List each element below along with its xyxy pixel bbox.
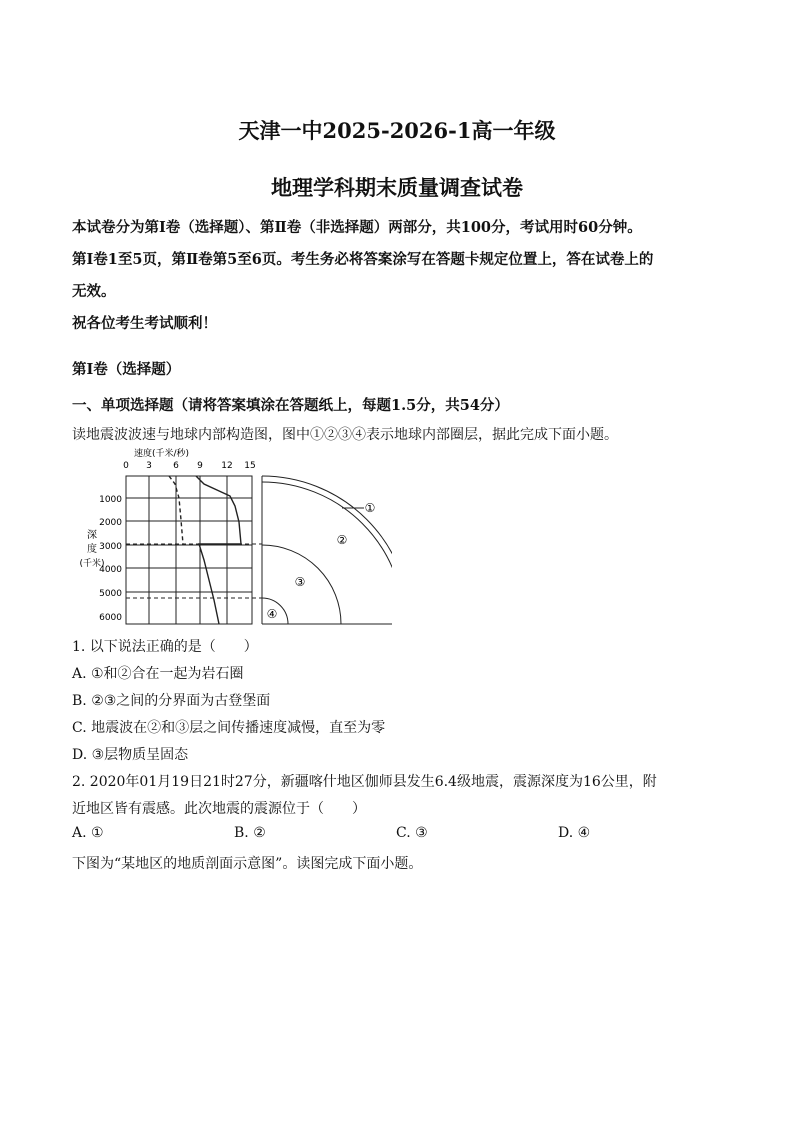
- exam-title-line2: 地理学科期末质量调查试卷: [271, 175, 523, 200]
- layer-4-label: ④: [266, 607, 278, 621]
- q2-option-b: B. ②: [234, 825, 266, 841]
- q1-option-b: B. ②③之间的分界面为古登堡面: [72, 693, 271, 709]
- intro-line4: 祝各位考生考试顺利！: [72, 315, 217, 332]
- x-tick-12: 12: [221, 461, 233, 471]
- depth-label-unit: (千米): [79, 559, 105, 569]
- exam-title-line1: 天津一中2025-2026-1高一年级: [238, 118, 556, 143]
- intro-line2: 第Ⅰ卷1至5页，第Ⅱ卷第5至6页。考生务必将答案涂写在答题卡规定位置上，答在试卷上的: [72, 251, 654, 268]
- x-tick-3: 3: [146, 461, 152, 471]
- q1-option-c: C. 地震波在②和③层之间传播速度减慢，直至为零: [72, 720, 386, 736]
- depth-label-2: 度: [87, 544, 97, 555]
- q1-option-a: A. ①和②合在一起为岩石圈: [72, 666, 244, 682]
- speed-axis-label: 速度(千米/秒): [134, 449, 190, 459]
- x-tick-0: 0: [123, 461, 129, 471]
- q2-option-d: D. ④: [558, 825, 591, 841]
- intro-line1: 本试卷分为第Ⅰ卷（选择题）、第Ⅱ卷（非选择题）两部分，共100分，考试用时60分钟。: [72, 219, 642, 236]
- y-tick-4000: 4000: [99, 565, 122, 575]
- q1-stem: 1. 以下说法正确的是（ ）: [72, 639, 258, 655]
- layer-1-label: ①: [364, 501, 376, 515]
- next-material-text: 下图为“某地区的地质剖面示意图”。读图完成下面小题。: [72, 856, 423, 872]
- part-heading: 一、单项选择题（请将答案填涂在答题纸上，每题1.5分，共54分）: [72, 397, 509, 414]
- layer-3-label: ③: [294, 575, 306, 589]
- q2-stem-line1: 2. 2020年01月19日21时27分，新疆喀什地区伽师县发生6.4级地震，震源深度为16公里，附: [72, 774, 657, 790]
- chart-grid: [126, 476, 252, 624]
- intro-line3: 无效。: [72, 283, 116, 300]
- q2-option-c: C. ③: [396, 825, 428, 841]
- y-tick-1000: 1000: [99, 495, 122, 505]
- x-tick-9: 9: [197, 461, 203, 471]
- x-tick-6: 6: [173, 461, 179, 471]
- seismic-figure: [72, 440, 392, 634]
- material-text: 读地震波波速与地球内部构造图，图中①②③④表示地球内部圈层，据此完成下面小题。: [72, 427, 618, 443]
- earth-structure: [262, 476, 392, 624]
- y-tick-3000: 3000: [99, 542, 122, 552]
- layer-2-label: ②: [336, 533, 348, 547]
- depth-label-1: 深: [87, 530, 97, 541]
- q2-stem-line2: 近地区皆有震感。此次地震的震源位于（ ）: [72, 801, 366, 817]
- q2-option-a: A. ①: [72, 825, 104, 841]
- y-tick-6000: 6000: [99, 613, 122, 623]
- q1-option-d: D. ③层物质呈固态: [72, 747, 189, 763]
- x-tick-15: 15: [244, 461, 256, 471]
- section-heading: 第Ⅰ卷（选择题）: [72, 361, 181, 378]
- y-tick-5000: 5000: [99, 589, 122, 599]
- y-tick-2000: 2000: [99, 518, 122, 528]
